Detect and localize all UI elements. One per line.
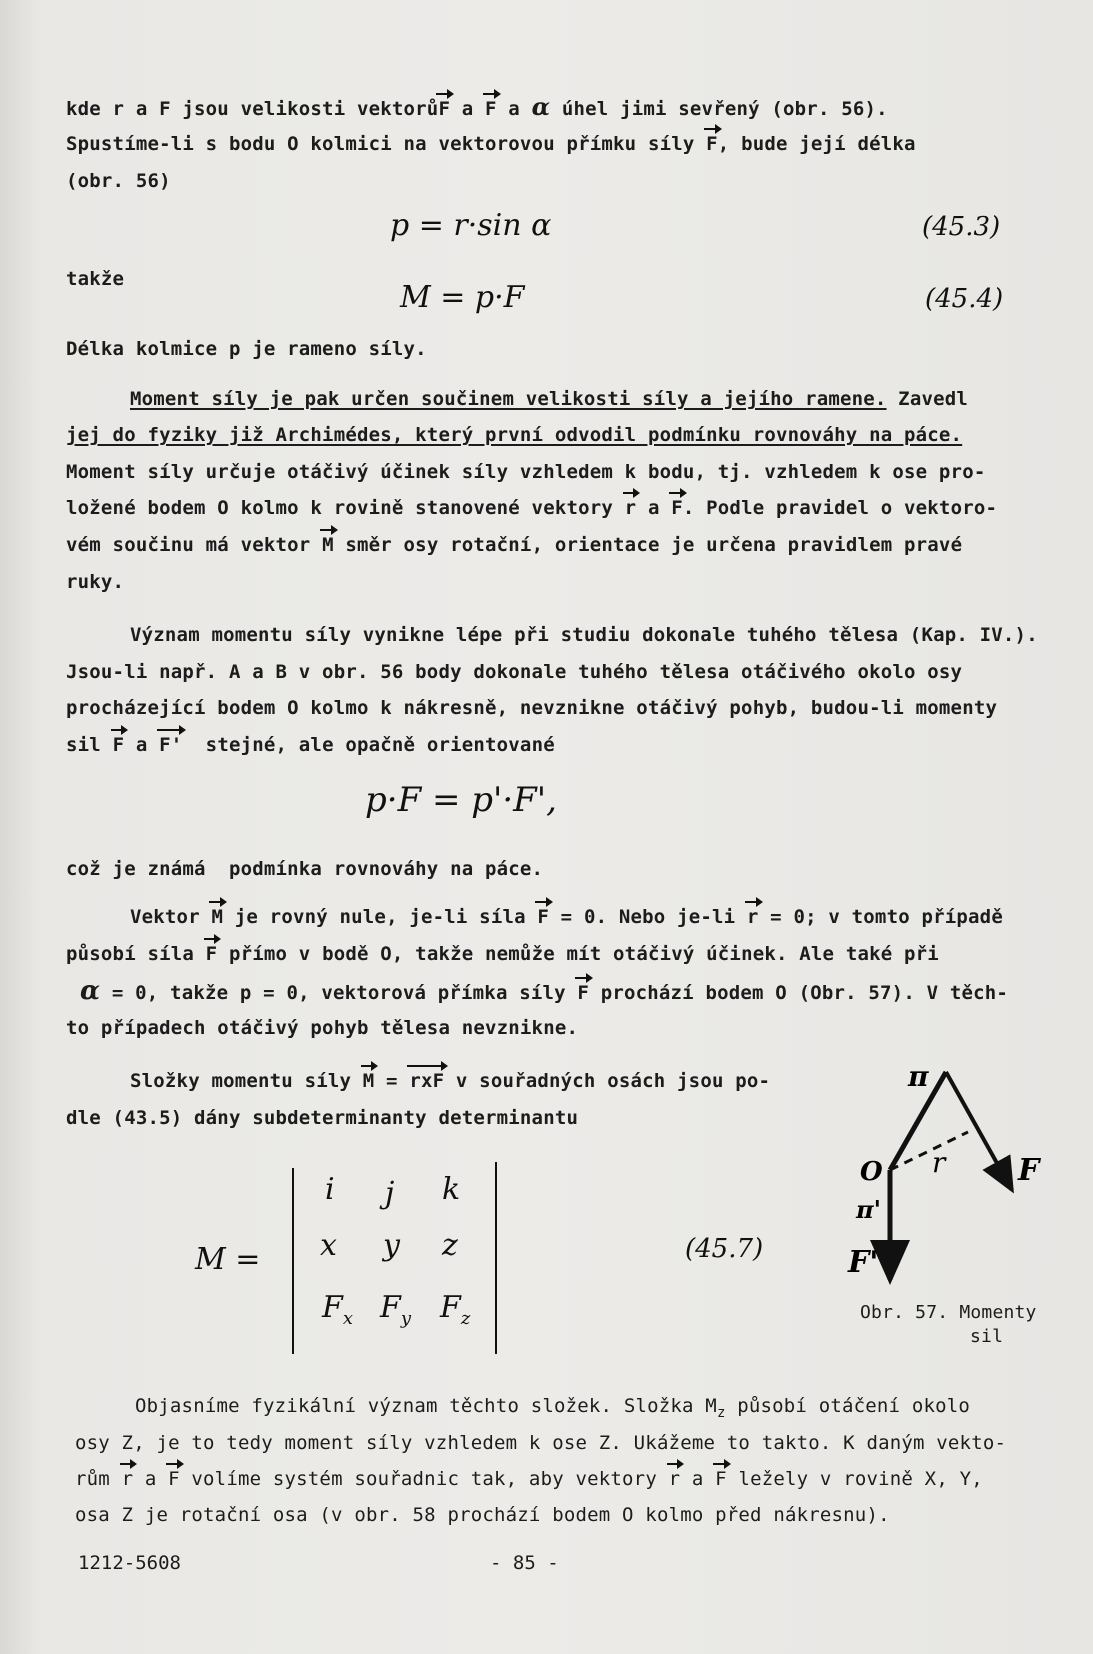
text-line: což je známá podmínka rovnováhy na páce. (66, 858, 544, 880)
det-cell: y (383, 1228, 400, 1263)
text-line: Složky momentu síly M = rxF v souřadných osách jsou po- (130, 1070, 771, 1092)
det-cell: k (442, 1172, 461, 1207)
text-line: dle (43.5) dány subdeterminanty determinantu (66, 1107, 579, 1129)
page-number: - 85 - (490, 1552, 559, 1574)
text-line: (obr. 56) (66, 170, 171, 192)
text-line: rům r a F volíme systém souřadnic tak, aby vektory r a F ležely v rovině X, Y, (75, 1468, 983, 1490)
equation-number: (45.3) (922, 212, 1001, 242)
text-line: Délka kolmice p je rameno síly. (66, 338, 427, 360)
text-line: ruky. (66, 571, 125, 593)
text-line: vém součinu má vektor M směr osy rotační, orientace je určena pravidlem pravé (66, 534, 963, 556)
label-r: r (932, 1146, 946, 1179)
det-cell: i (325, 1172, 335, 1207)
label-o: O (860, 1157, 883, 1187)
text-line: jej do fyziky již Archimédes, který první odvodil podmínku rovnováhy na páce. (66, 424, 963, 446)
text-line: procházející bodem O kolmo k nákresně, nevznikne otáčivý pohyb, budou-li momenty (66, 697, 998, 719)
text-line: Význam momentu síly vynikne lépe při studiu dokonale tuhého tělesa (Kap. IV.). (130, 624, 1038, 646)
label-r-prime: π' (856, 1195, 881, 1224)
determinant-right-bar (495, 1162, 497, 1354)
det-cell: $F_x$ (322, 1290, 353, 1329)
text-line: osy Z, je to tedy moment síly vzhledem k ose Z. Ukážeme to takto. K daným vekto- (75, 1432, 1007, 1454)
label-r-top: π (908, 1060, 929, 1093)
text-line: to případech otáčivý pohyb tělesa nevznikne. (66, 1017, 579, 1039)
det-cell: x (320, 1228, 337, 1263)
text-line: Spustíme-li s bodu O kolmici na vektorovou přímku síly F, bude její délka (66, 133, 916, 155)
equation-number: (45.4) (925, 284, 1004, 314)
label-f: F (1018, 1153, 1040, 1188)
text-line: Objasníme fyzikální význam těchto složek. Složka $M_z$ působí otáčení okolo (135, 1395, 971, 1421)
equation-45-4: M = p·F (400, 280, 525, 315)
document-code: 1212-5608 (78, 1552, 181, 1574)
text-line: působí síla F přímo v bodě O, takže nemůže mít otáčivý účinek. Ale také při (66, 943, 939, 965)
text-line: Moment síly je pak určen součinem velikosti síly a jejího ramene. Zavedl (130, 388, 969, 410)
text-line: Moment síly určuje otáčivý účinek síly vzhledem k bodu, tj. vzhledem k ose pro- (66, 461, 986, 483)
text-line: takže (66, 268, 125, 290)
text-line: Jsou-li např. A a B v obr. 56 body dokonale tuhého tělesa otáčivého okolo osy (66, 661, 963, 683)
equation-number: (45.7) (685, 1234, 764, 1264)
vector-f-line (946, 1072, 1012, 1190)
determinant-lhs: M = (195, 1242, 261, 1277)
figure-caption: Obr. 57. Momenty (860, 1302, 1037, 1323)
text-line: kde r a F jsou velikosti vektorůF a F a α úhel jimi sevřený (obr. 56). (66, 92, 888, 121)
text-line: α = 0, takže p = 0, vektorová přímka síly F prochází bodem O (Obr. 57). V těch- (80, 976, 1009, 1006)
det-cell: $F_z$ (440, 1290, 471, 1329)
label-f-prime: F' (848, 1245, 879, 1280)
det-cell: z (442, 1228, 458, 1263)
equation-lever: p·F = p'·F', (365, 780, 557, 820)
equation-45-3: p = r·sin α (390, 208, 552, 243)
text-line: Vektor M je rovný nule, je-li síla F = 0. Nebo je-li r = 0; v tomto případě (130, 906, 1003, 928)
det-cell: j (385, 1176, 395, 1211)
det-cell: $F_y$ (380, 1290, 411, 1329)
moment-figure (840, 1050, 1080, 1310)
text-line: ložené bodem O kolmo k rovině stanovené vektory r a F. Podle pravidel o vektoro- (66, 497, 998, 519)
text-line: sil F a F' stejné, ale opačně orientované (66, 734, 555, 756)
text-line: osa Z je rotační osa (v obr. 58 prochází bodem O kolmo před nákresnu). (75, 1504, 890, 1526)
determinant-left-bar (292, 1168, 294, 1354)
figure-caption: sil (970, 1326, 1004, 1347)
